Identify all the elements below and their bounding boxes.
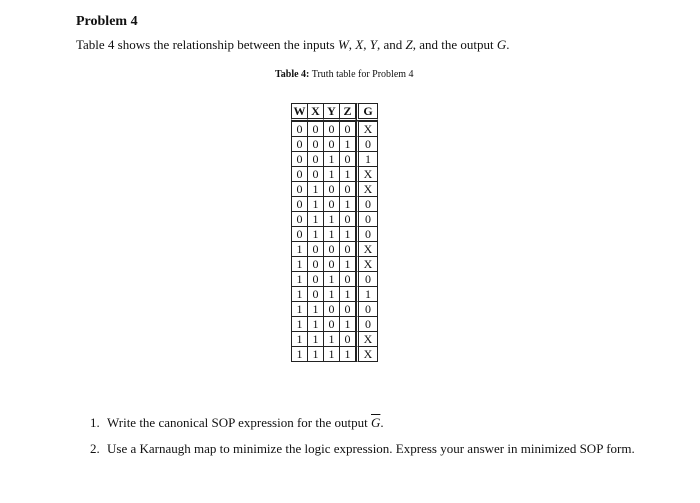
cell-z: 0 (340, 212, 356, 227)
cell-z: 0 (340, 302, 356, 317)
table-caption (275, 69, 414, 80)
cell-w: 1 (291, 257, 308, 272)
cell-g: X (356, 257, 378, 272)
var-z: Z (405, 37, 413, 52)
cell-w: 1 (291, 332, 308, 347)
cell-y: 0 (324, 137, 340, 152)
cell-w: 1 (291, 287, 308, 302)
cell-g: 0 (356, 227, 378, 242)
cell-g: X (356, 167, 378, 182)
table-row (291, 121, 378, 137)
cell-z: 1 (340, 257, 356, 272)
header-y: Y (324, 103, 340, 121)
cell-x: 1 (308, 212, 324, 227)
table-row (291, 272, 378, 287)
question-text: Write the canonical SOP expression for the output (107, 415, 371, 430)
cell-w: 0 (291, 197, 308, 212)
cell-g: X (356, 347, 378, 362)
question-1 (90, 415, 650, 431)
truth-table (291, 103, 378, 362)
cell-z: 1 (340, 317, 356, 332)
cell-x: 0 (308, 242, 324, 257)
cell-g: X (356, 121, 378, 137)
cell-y: 1 (324, 347, 340, 362)
caption-text: Truth table for Problem 4 (311, 69, 414, 80)
table-header-row (291, 103, 378, 121)
cell-x: 1 (308, 347, 324, 362)
table-row (291, 287, 378, 302)
cell-y: 0 (324, 302, 340, 317)
g-complement: $\overline{G}$ (371, 415, 381, 430)
header-g: G (356, 103, 378, 121)
cell-y: 1 (324, 152, 340, 167)
cell-y: 1 (324, 287, 340, 302)
cell-x: 0 (308, 272, 324, 287)
cell-w: 0 (291, 182, 308, 197)
table-row (291, 197, 378, 212)
intro-mid: , and the output (412, 37, 497, 52)
cell-w: 0 (291, 227, 308, 242)
cell-y: 1 (324, 272, 340, 287)
table-row (291, 242, 378, 257)
cell-z: 1 (340, 347, 356, 362)
problem-intro (76, 37, 510, 53)
cell-x: 1 (308, 182, 324, 197)
cell-z: 1 (340, 137, 356, 152)
cell-g: 1 (356, 287, 378, 302)
cell-y: 0 (324, 121, 340, 137)
header-w: W (291, 103, 308, 121)
cell-w: 0 (291, 152, 308, 167)
cell-y: 1 (324, 167, 340, 182)
cell-g: 0 (356, 302, 378, 317)
cell-z: 1 (340, 197, 356, 212)
cell-z: 1 (340, 167, 356, 182)
table-row (291, 212, 378, 227)
cell-y: 1 (324, 227, 340, 242)
cell-y: 0 (324, 317, 340, 332)
sep-and: , and (376, 37, 406, 52)
question-list (90, 415, 650, 467)
table-row (291, 317, 378, 332)
question-number: 2. (90, 441, 100, 456)
question-2 (90, 441, 650, 457)
var-x: X (355, 37, 364, 52)
problem-title: Problem 4 (76, 14, 138, 29)
table-row (291, 257, 378, 272)
table-row (291, 137, 378, 152)
cell-x: 1 (308, 332, 324, 347)
cell-x: 1 (308, 302, 324, 317)
cell-z: 0 (340, 121, 356, 137)
cell-g: 1 (356, 152, 378, 167)
table-row (291, 152, 378, 167)
cell-w: 1 (291, 272, 308, 287)
cell-w: 1 (291, 347, 308, 362)
cell-x: 0 (308, 287, 324, 302)
cell-z: 0 (340, 152, 356, 167)
question-text: Use a Karnaugh map to minimize the logic expression. Express your answer in minimized SOP form. (107, 441, 635, 456)
cell-z: 1 (340, 287, 356, 302)
intro-end: . (506, 37, 510, 52)
cell-x: 0 (308, 137, 324, 152)
cell-y: 1 (324, 212, 340, 227)
sep-1: , (348, 37, 356, 52)
header-x: X (308, 103, 324, 121)
cell-x: 0 (308, 167, 324, 182)
question-number: 1. (90, 415, 100, 430)
cell-w: 1 (291, 242, 308, 257)
cell-g: X (356, 242, 378, 257)
cell-w: 0 (291, 121, 308, 137)
cell-y: 1 (324, 332, 340, 347)
cell-z: 1 (340, 227, 356, 242)
var-w: W (337, 37, 349, 52)
table-row (291, 167, 378, 182)
cell-w: 1 (291, 302, 308, 317)
cell-x: 1 (308, 197, 324, 212)
cell-x: 0 (308, 257, 324, 272)
cell-x: 0 (308, 121, 324, 137)
cell-g: 0 (356, 197, 378, 212)
table-row (291, 332, 378, 347)
question-end: . (380, 415, 384, 430)
var-g: G (496, 37, 507, 52)
cell-w: 0 (291, 212, 308, 227)
cell-z: 0 (340, 182, 356, 197)
table-row (291, 347, 378, 362)
table-row (291, 302, 378, 317)
sep-2: , (363, 37, 370, 52)
cell-x: 0 (308, 152, 324, 167)
cell-x: 1 (308, 317, 324, 332)
intro-prefix: Table 4 shows the relationship between the inputs (76, 37, 338, 52)
cell-z: 0 (340, 242, 356, 257)
cell-w: 0 (291, 167, 308, 182)
cell-g: X (356, 182, 378, 197)
cell-g: 0 (356, 317, 378, 332)
cell-g: X (356, 332, 378, 347)
cell-w: 1 (291, 317, 308, 332)
cell-w: 0 (291, 137, 308, 152)
var-y: Y (369, 37, 377, 52)
cell-y: 0 (324, 182, 340, 197)
cell-g: 0 (356, 212, 378, 227)
header-z: Z (340, 103, 356, 121)
cell-g: 0 (356, 272, 378, 287)
table-row (291, 182, 378, 197)
cell-y: 0 (324, 242, 340, 257)
cell-y: 0 (324, 257, 340, 272)
cell-x: 1 (308, 227, 324, 242)
cell-z: 0 (340, 332, 356, 347)
cell-z: 0 (340, 272, 356, 287)
cell-g: 0 (356, 137, 378, 152)
table-row (291, 227, 378, 242)
cell-y: 0 (324, 197, 340, 212)
caption-label: Table 4: (275, 69, 310, 80)
